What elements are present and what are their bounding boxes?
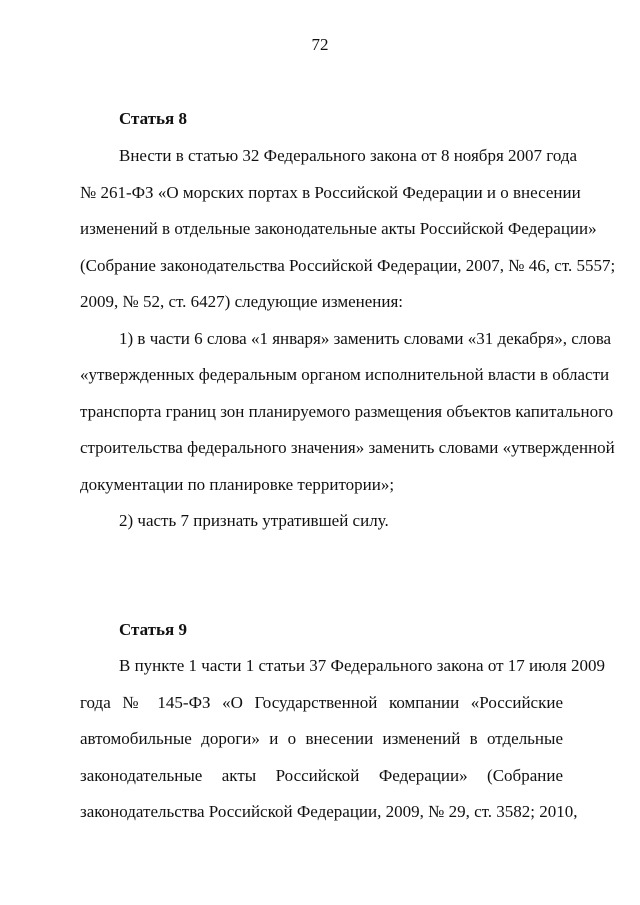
article-9-heading: Статья 9	[119, 620, 187, 639]
article-9-line: года № 145-ФЗ «О Государственной компании «Российские	[80, 693, 563, 712]
article-8-line: № 261-ФЗ «О морских портах в Российской Федерации и о внесении	[80, 183, 581, 202]
article-8-line: (Собрание законодательства Российской Федерации, 2007, № 46, ст. 5557;	[80, 256, 616, 275]
article-8-line: документации по планировке территории»;	[80, 475, 395, 494]
article-8-line: Внести в статью 32 Федерального закона от 8 ноября 2007 года	[119, 146, 578, 165]
article-8-line: 2) часть 7 признать утратившей силу.	[119, 511, 389, 530]
article-8-line: транспорта границ зон планируемого размещения объектов капитального	[80, 402, 614, 421]
article-8-heading: Статья 8	[119, 109, 187, 128]
article-9-line: законодательные акты Российской Федерации» (Собрание	[80, 766, 563, 785]
article-9-line: законодательства Российской Федерации, 2009, № 29, ст. 3582; 2010,	[80, 802, 578, 821]
article-8-line: 2009, № 52, ст. 6427) следующие изменения:	[80, 292, 404, 311]
article-9-line: автомобильные дороги» и о внесении изменений в отдельные	[80, 729, 563, 748]
article-9-line: В пункте 1 части 1 статьи 37 Федерального закона от 17 июля 2009	[119, 656, 605, 675]
article-8-line: 1) в части 6 слова «1 января» заменить словами «31 декабря», слова	[119, 329, 612, 348]
article-8-line: «утвержденных федеральным органом исполнительной власти в области	[80, 365, 610, 384]
page-number: 72	[311, 35, 329, 54]
article-8-line: строительства федерального значения» заменить словами «утвержденной	[80, 438, 615, 457]
article-8-line: изменений в отдельные законодательные акты Российской Федерации»	[80, 219, 597, 238]
